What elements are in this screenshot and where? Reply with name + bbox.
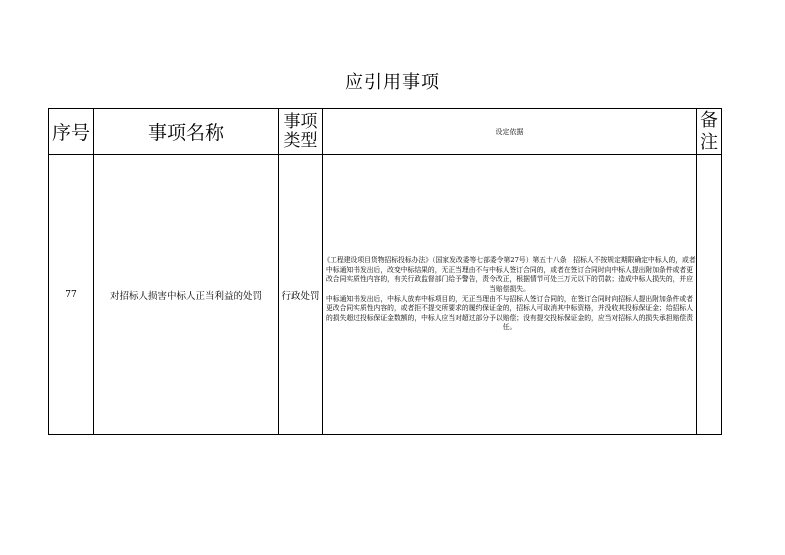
row-type: 行政处罚 <box>279 155 323 435</box>
page-title: 应引用事项 <box>345 72 440 93</box>
header-note-line2: 注 <box>700 131 718 153</box>
table-row <box>49 155 722 435</box>
row-basis-paragraph-1: 《工程建设项目货物招标投标办法》（国家发改委等七部委令第27号）第五十八条 招标人不按规定期限确定中标人的，或者中标通知书发出后，改变中标结果的，无正当理由不与中标人签订合同的，或者在签订合同时向中标人提出附加条件或者更改合同实质性内容的，有关行政监督部门给予警告，责令改正，根据情节可处三万元以下的罚款；造成中标人损失的，并应当赔偿损失。 <box>323 256 696 293</box>
header-seq: 序号 <box>49 109 94 155</box>
header-note-line1: 备 <box>700 109 718 131</box>
row-note <box>697 155 722 435</box>
header-basis: 设定依据 <box>323 109 697 155</box>
row-seq: 77 <box>49 155 94 435</box>
matters-table <box>48 108 722 435</box>
header-type-line1: 事项 <box>283 111 318 132</box>
table-header-row <box>49 109 722 155</box>
header-name: 事项名称 <box>94 109 279 155</box>
row-name: 对招标人损害中标人正当利益的处罚 <box>94 155 279 435</box>
row-basis-paragraph-2: 中标通知书发出后，中标人放弃中标项目的，无正当理由不与招标人签订合同的，在签订合同时向招标人提出附加条件或者更改合同实质性内容的，或者拒不提交所要求的履约保证金的，招标人可取消其中标资格，并没收其投标保证金；给招标人的损失超过投标保证金数额的，中标人应当对超过部分予以赔偿；没有提交投标保证金的，应当对招标人的损失承担赔偿责任。 <box>325 294 694 332</box>
header-type-line2: 类型 <box>283 130 318 151</box>
header-type <box>279 109 323 155</box>
row-basis <box>323 155 697 435</box>
header-note <box>697 109 722 155</box>
